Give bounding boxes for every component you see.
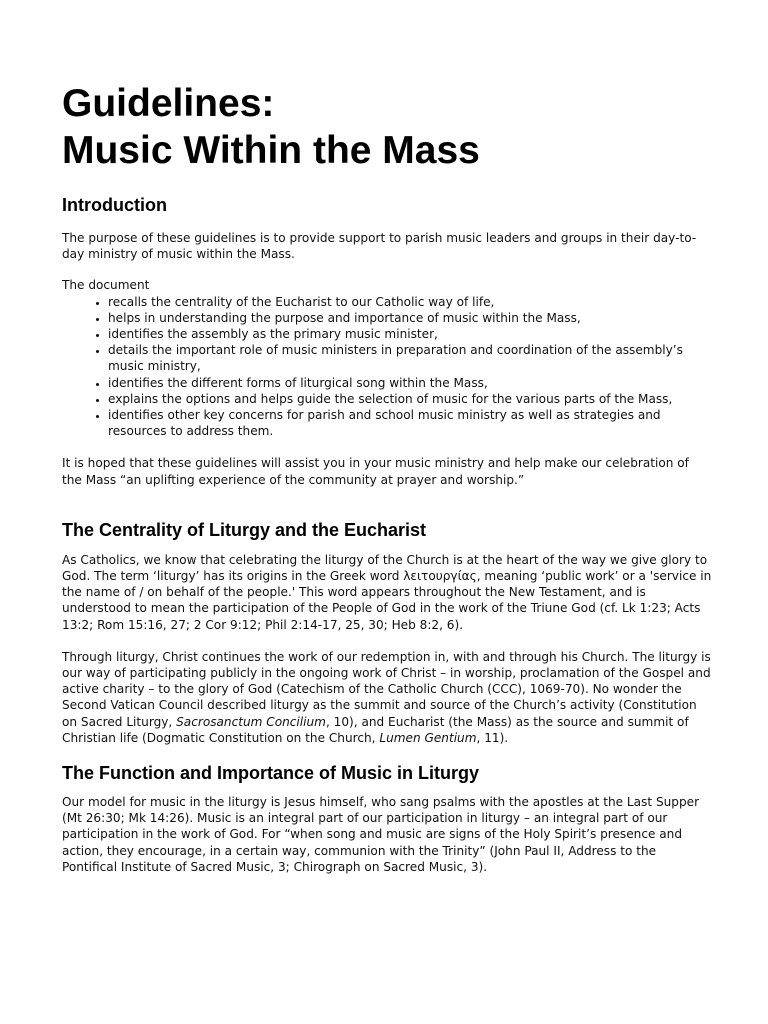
- list-item: • explains the options and helps guide the selection of music for the various parts of the Mass,: [108, 391, 712, 407]
- centrality-paragraph-2: [62, 649, 712, 746]
- document-bullet-list: [62, 294, 712, 440]
- list-item: • recalls the centrality of the Eucharist to our Catholic way of life,: [108, 294, 712, 310]
- list-item: • identifies the assembly as the primary music minister,: [108, 326, 712, 342]
- page-title-line-1: Guidelines:: [62, 82, 275, 125]
- centrality-paragraph-2-part-c: , 11).: [476, 730, 509, 745]
- page-title: [62, 80, 712, 174]
- document-page: [62, 80, 712, 875]
- list-item: • identifies the different forms of liturgical song within the Mass,: [108, 375, 712, 391]
- sacrosanctum-concilium-title: Sacrosanctum Concilium: [176, 714, 326, 729]
- introduction-heading: Introduction: [62, 195, 167, 215]
- document-list-lead: The document: [62, 278, 150, 293]
- page-title-line-2: Music Within the Mass: [62, 129, 480, 172]
- introduction-closing-paragraph: It is hoped that these guidelines will assist you in your music ministry and help make our celebration of the Mass “an uplifting experience of the community at prayer and worship.”: [62, 456, 689, 487]
- centrality-heading: The Centrality of Liturgy and the Eucharist: [62, 519, 427, 540]
- list-item: • identifies other key concerns for parish and school music ministry as well as strategies and resources to address them.: [108, 407, 712, 439]
- lumen-gentium-title: Lumen Gentium: [379, 730, 477, 745]
- centrality-paragraph-2-part-b: , 10), and Eucharist (the Mass) as the source and summit of Christian life (Dogmatic Constitution on the Church,: [62, 714, 689, 745]
- function-heading: The Function and Importance of Music in Liturgy: [62, 763, 480, 784]
- list-item: • details the important role of music ministers in preparation and coordination of the assembly’s music ministry,: [108, 342, 712, 374]
- function-paragraph-1: Our model for music in the liturgy is Jesus himself, who sang psalms with the apostles at the Last Supper (Mt 26:30; Mk 14:26). Music is an integral part of our participation in liturgy – an integral part of our participation in the work of God. For “when song and music are signs of the Holy Spirit’s presence and action, they encourage, in a certain way, communion with the Trinity” (John Paul II, Address to the Pontifical Institute of Sacred Music, 3; Chirograph on Sacred Music, 3).: [62, 795, 700, 874]
- list-item: • helps in understanding the purpose and importance of music within the Mass,: [108, 310, 712, 326]
- introduction-purpose-paragraph: The purpose of these guidelines is to provide support to parish music leaders and groups in their day-to-day ministry of music within the Mass.: [62, 231, 697, 262]
- centrality-paragraph-2-part-a: Through liturgy, Christ continues the work of our redemption in, with and through his Church. The liturgy is our way of participating publicly in the ongoing work of Christ – in worship, proclamation of the Gospel and active charity – to the glory of God (Catechism of the Catholic Church (CCC), 1069-70). No wonder the Second Vatican Council described liturgy as the summit and source of the Church’s activity (Constitution on Sacred Liturgy,: [62, 649, 711, 729]
- centrality-paragraph-1: As Catholics, we know that celebrating the liturgy of the Church is at the heart of the way we give glory to God. The term ‘liturgy’ has its origins in the Greek word λειτουργίας, meaning ‘public work’ or a 'service in the name of / on behalf of the people.' This word appears throughout the New Testament, and is understood to mean the participation of the People of God in the work of the Triune God (cf. Lk 1:23; Acts 13:2; Rom 15:16, 27; 2 Cor 9:12; Phil 2:14-17, 25, 30; Heb 8:2, 6).: [62, 552, 712, 632]
